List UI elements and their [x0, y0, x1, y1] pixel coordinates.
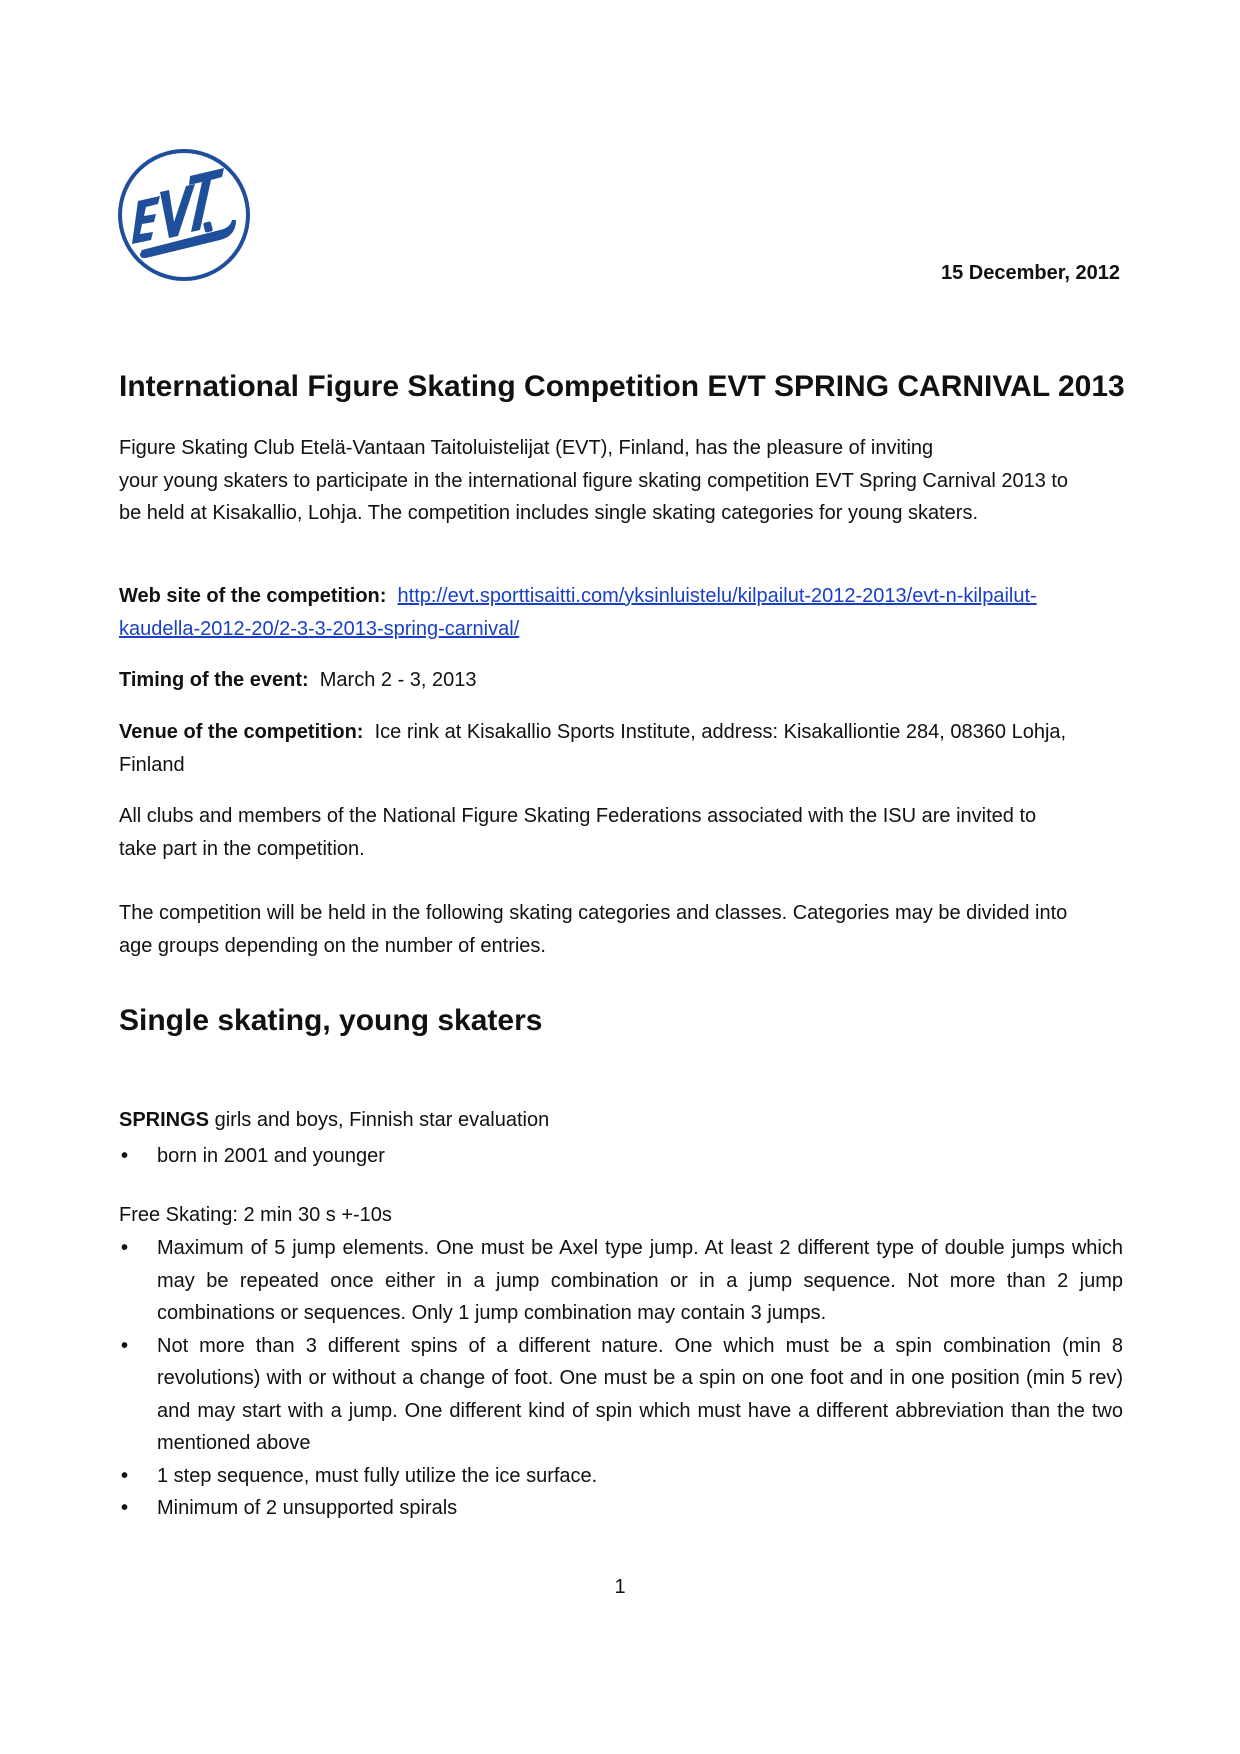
list-item [119, 1232, 1123, 1330]
intro-line: your young skaters to participate in the international figure skating competition EVT Spring Carnival 2013 to [119, 469, 1069, 492]
list-item-text: Minimum of 2 unsupported spirals [157, 1497, 458, 1519]
springs-desc: girls and boys, Finnish star evaluation [209, 1109, 550, 1131]
categories-paragraph [119, 897, 1139, 962]
venue-label: Venue of the competition: [119, 721, 364, 743]
categories-line: The competition will be held in the following skating categories and classes. Categories may be divided into [119, 902, 1068, 924]
venue-value-continued: Finland [119, 753, 185, 776]
bullet-icon: • [121, 1464, 129, 1487]
venue-paragraph [119, 716, 1139, 781]
bullet-icon: • [121, 1497, 129, 1519]
invite-paragraph [119, 800, 1139, 865]
bullet-icon: • [121, 1334, 129, 1357]
website-label: Web site of the competition: [119, 585, 387, 607]
free-skating-bullets [119, 1232, 1123, 1525]
invite-line: take part in the competition. [119, 837, 365, 860]
bullet-icon: • [121, 1237, 129, 1259]
springs-line [119, 1104, 1139, 1137]
website-link-continued[interactable]: kaudella-2012-20/2-3-3-2013-spring-carnival/ [119, 617, 520, 640]
list-item-text: Not more than 3 different spins of a different nature. One which must be a spin combination (min 8 revolutions) with or without a change of foot. One must be a spin on one foot and in one position (min 5 rev) and may start with a jump. One different kind of spin which must have a different abbreviation than the two mentioned above [157, 1334, 1123, 1454]
page-number: 1 [614, 1576, 626, 1598]
page-title: International Figure Skating Competition EVT SPRING CARNIVAL 2013 [119, 370, 1125, 403]
list-item [119, 1140, 1139, 1173]
timing-label: Timing of the event: [119, 669, 309, 691]
list-item-text: born in 2001 and younger [157, 1145, 385, 1167]
timing-value: March 2 - 3, 2013 [319, 669, 477, 691]
list-item [119, 1492, 1123, 1525]
invite-line: All clubs and members of the National Figure Skating Federations associated with the ISU are invited to [119, 805, 1037, 827]
list-item [119, 1460, 1123, 1493]
list-item-text: Maximum of 5 jump elements. One must be Axel type jump. At least 2 different type of double jumps which may be repeated once either in a jump combination or in a jump sequence. Not more than 2 jump combinations or sequences. Only 1 jump combination may contain 3 jumps. [157, 1237, 1123, 1324]
springs-name: SPRINGS [119, 1109, 210, 1131]
website-paragraph [119, 580, 1139, 645]
free-skating-label: Free Skating: 2 min 30 s +-10s [119, 1204, 392, 1226]
document-date: 15 December, 2012 [940, 262, 1120, 284]
section-heading: Single skating, young skaters [119, 1004, 543, 1037]
website-link[interactable]: http://evt.sporttisaitti.com/yksinluistelu/kilpailut-2012-2013/evt-n-kilpailut- [397, 585, 1037, 607]
timing-paragraph [119, 664, 1139, 697]
springs-bullets [119, 1140, 1139, 1173]
evt-logo-icon [116, 146, 252, 284]
list-item-text: 1 step sequence, must fully utilize the ice surface. [157, 1464, 598, 1487]
list-item [119, 1330, 1123, 1460]
bullet-icon: • [121, 1145, 129, 1167]
intro-paragraph [119, 432, 1139, 530]
categories-line: age groups depending on the number of entries. [119, 934, 546, 957]
intro-line: be held at Kisakallio, Lohja. The competition includes single skating categories for young skaters. [119, 502, 979, 524]
venue-value: Ice rink at Kisakallio Sports Institute, address: Kisakalliontie 284, 08360 Lohja, [374, 721, 1067, 743]
intro-line: Figure Skating Club Etelä-Vantaan Taitoluistelijat (EVT), Finland, has the pleasure of inviting [119, 437, 934, 459]
